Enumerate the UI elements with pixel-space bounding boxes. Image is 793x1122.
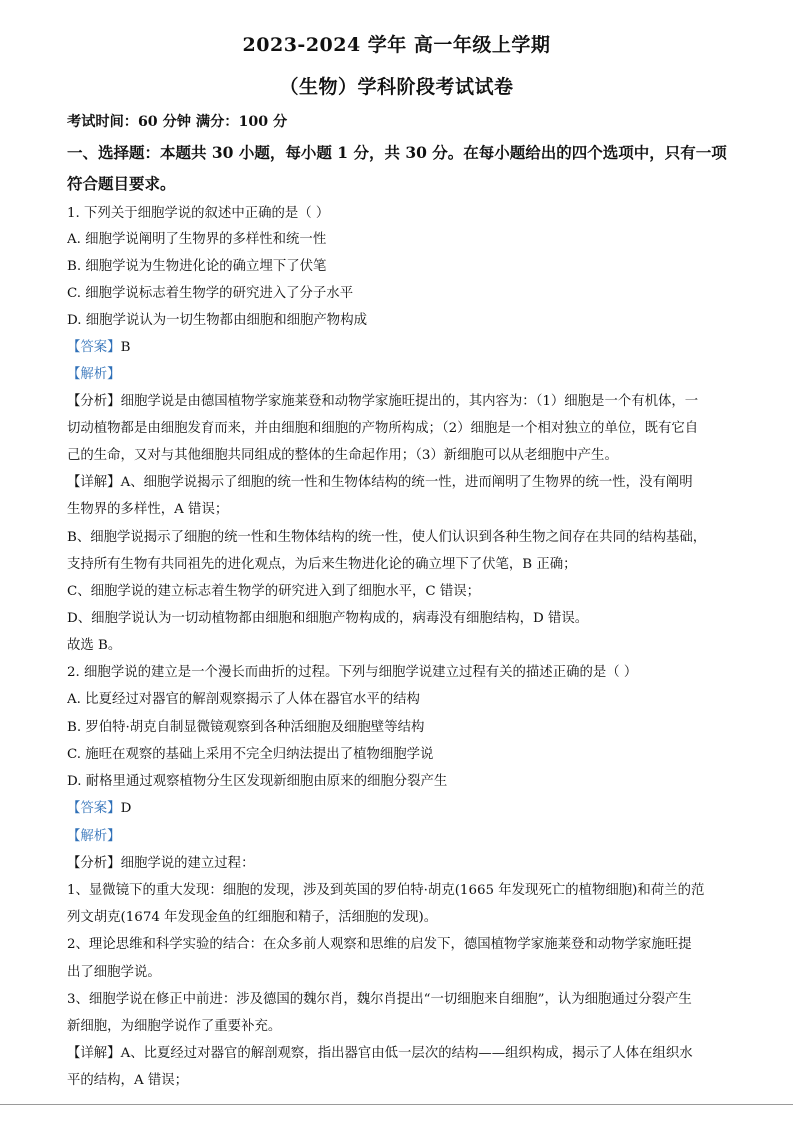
- q2-answer-line: [67, 800, 732, 818]
- q1-stem: 1. 下列关于细胞学说的叙述中正确的是（ ）: [67, 206, 330, 221]
- q2-detail-a-line2: 平的结构，A 错误；: [67, 1073, 189, 1088]
- page-bottom-rule: [0, 1104, 793, 1105]
- q1-detail-a-text1: A、细胞学说揭示了细胞的统一性和生物体结构的统一性，进而阐明了生物界的统一性，没有阐明: [120, 475, 693, 490]
- q1-answer-line: [67, 339, 732, 357]
- exam-info: 考试时间：60 分钟 满分：100 分: [67, 114, 288, 130]
- q1-detail-d: D、细胞学说认为一切动植物都由细胞和细胞产物构成的，病毒没有细胞结构，D 错误。: [67, 611, 589, 626]
- q2-fenxi-tag: 【分析】: [67, 856, 121, 871]
- q1-jiexi-tag: 【解析】: [67, 367, 121, 382]
- q2-answer-value: D: [120, 801, 132, 816]
- q1-detail-c: C、细胞学说的建立标志着生物学的研究进入到了细胞水平，C 错误；: [67, 584, 481, 599]
- q1-fenxi-line1: [67, 393, 732, 411]
- section-heading-line1: 一、选择题：本题共 30 小题，每小题 1 分，共 30 分。在每小题给出的四个选项中，只有一项: [67, 144, 727, 162]
- q2-point2-line2: 出了细胞学说。: [67, 965, 161, 980]
- q2-detail-a-line1: [67, 1045, 732, 1063]
- q1-answer-value: B: [120, 340, 131, 355]
- q1-conclusion: 故选 B。: [67, 638, 122, 653]
- q1-fenxi-tag: 【分析】: [67, 394, 121, 409]
- q2-option-d: D. 耐格里通过观察植物分生区发现新细胞由原来的细胞分裂产生: [67, 774, 448, 789]
- q1-fenxi-text1: 细胞学说是由德国植物学家施莱登和动物学家施旺提出的，其内容为：（1）细胞是一个有机体，一: [120, 394, 699, 409]
- q2-fenxi-text1: 细胞学说的建立过程：: [120, 856, 255, 871]
- q2-jiexi-tag: 【解析】: [67, 829, 121, 844]
- q1-fenxi-line3: 己的生命，又对与其他细胞共同组成的整体的生命起作用；（3）新细胞可以从老细胞中产生。: [67, 448, 618, 463]
- q1-detail-tag: 【详解】: [67, 475, 121, 490]
- q2-point2-line1: 2、理论思维和科学实验的结合：在众多前人观察和思维的启发下，德国植物学家施莱登和动物学家施旺提: [67, 937, 692, 952]
- q2-answer-tag: 【答案】: [67, 801, 121, 816]
- q1-answer-tag: 【答案】: [67, 340, 121, 355]
- q1-detail-a-line1: [67, 474, 732, 492]
- q2-point1-line1: 1、显微镜下的重大发现：细胞的发现，涉及到英国的罗伯特·胡克(1665 年发现死亡的植物细胞)和荷兰的范: [67, 883, 705, 898]
- q2-stem: 2. 细胞学说的建立是一个漫长而曲折的过程。下列与细胞学说建立过程有关的描述正确的是（ ）: [67, 665, 638, 680]
- q1-option-a: A. 细胞学说阐明了生物界的多样性和统一性: [67, 232, 327, 247]
- q1-detail-b-line1: B、细胞学说揭示了细胞的统一性和生物体结构的统一性，使人们认识到各种生物之间存在共同的结构基础，: [67, 530, 707, 545]
- q2-point1-line2: 列文胡克(1674 年发现金鱼的红细胞和精子，活细胞的发现)。: [67, 910, 438, 925]
- exam-subtitle: （生物）学科阶段考试试卷: [279, 76, 514, 98]
- q1-option-c: C. 细胞学说标志着生物学的研究进入了分子水平: [67, 286, 354, 301]
- q2-detail-tag: 【详解】: [67, 1046, 121, 1061]
- exam-title: 2023-2024 学年 高一年级上学期: [242, 34, 551, 56]
- q2-option-a: A. 比夏经过对器官的解剖观察揭示了人体在器官水平的结构: [67, 692, 420, 707]
- q2-option-c: C. 施旺在观察的基础上采用不完全归纳法提出了植物细胞学说: [67, 747, 434, 762]
- q2-fenxi-line1: [67, 855, 732, 873]
- q2-point3-line1: 3、细胞学说在修正中前进：涉及德国的魏尔肖，魏尔肖提出“一切细胞来自细胞”，认为细胞通过分裂产生: [67, 992, 692, 1007]
- q1-option-d: D. 细胞学说认为一切生物都由细胞和细胞产物构成: [67, 313, 367, 328]
- q2-point3-line2: 新细胞，为细胞学说作了重要补充。: [67, 1019, 282, 1034]
- q2-option-b: B. 罗伯特·胡克自制显微镜观察到各种活细胞及细胞壁等结构: [67, 720, 425, 735]
- q1-detail-a-line2: 生物界的多样性，A 错误；: [67, 502, 229, 517]
- section-heading-line2: 符合题目要求。: [67, 175, 176, 193]
- q1-fenxi-line2: 切动植物都是由细胞发育而来，并由细胞和细胞的产物所构成；（2）细胞是一个相对独立的单位，既有它自: [67, 421, 699, 436]
- q1-detail-b-line2: 支持所有生物有共同祖先的进化观点，为后来生物进化论的确立埋下了伏笔，B 正确；: [67, 557, 577, 572]
- q1-option-b: B. 细胞学说为生物进化论的确立埋下了伏笔: [67, 259, 327, 274]
- q2-detail-a-text1: A、比夏经过对器官的解剖观察，指出器官由低一层次的结构——组织构成，揭示了人体在组织水: [120, 1046, 693, 1061]
